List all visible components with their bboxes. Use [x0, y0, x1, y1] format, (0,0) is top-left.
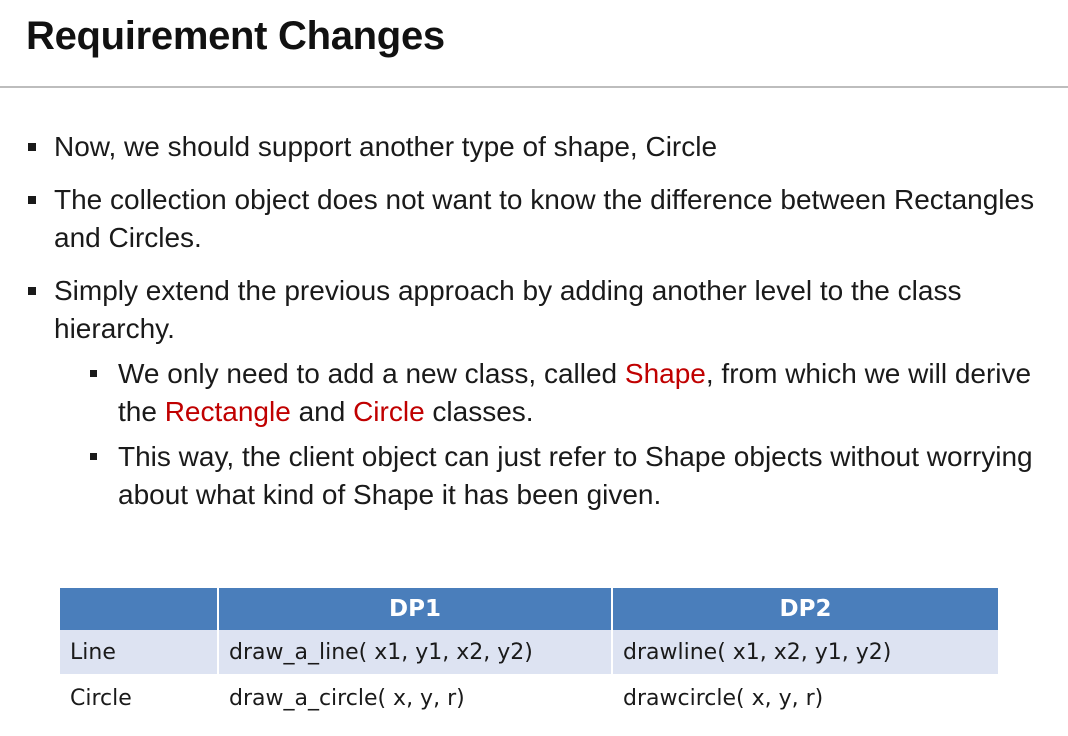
- square-bullet-icon: [90, 370, 97, 377]
- row-label: Line: [60, 630, 218, 675]
- header-cell-dp2: DP2: [612, 588, 998, 630]
- header-cell-dp1: DP1: [218, 588, 612, 630]
- table-cell: draw_a_line( x1, y1, x2, y2): [218, 630, 612, 675]
- keyword-shape: Shape: [624, 358, 706, 389]
- table-row: [60, 630, 998, 675]
- keyword-circle: Circle: [353, 396, 425, 427]
- square-bullet-icon: [28, 196, 36, 204]
- square-bullet-icon: [28, 143, 36, 151]
- square-bullet-icon: [28, 287, 36, 295]
- title-divider: [0, 86, 1068, 88]
- bullet-text: The collection object does not want to know the difference between Rectangles and Circles.: [54, 184, 1035, 253]
- bullet-text: Now, we should support another type of shape, Circle: [54, 131, 718, 162]
- sub-bullet-text: This way, the client object can just refer to Shape objects without worrying about what kind of Shape it has been given.: [118, 441, 1033, 510]
- bullet-text: Simply extend the previous approach by adding another level to the class hierarchy.: [54, 275, 962, 344]
- table-cell: drawline( x1, x2, y1, y2): [612, 630, 998, 675]
- sub-bullet-text: We only need to add a new class, called Shape, from which we will derive the Rectangle and Circle classes.: [118, 358, 1032, 427]
- bullet-item: [26, 181, 1056, 257]
- table-cell: drawcircle( x, y, r): [612, 675, 998, 720]
- sub-bullet-item: [88, 355, 1056, 431]
- table-header-row: [60, 588, 998, 630]
- row-label: Circle: [60, 675, 218, 720]
- bullet-list: [26, 128, 1056, 514]
- dp-comparison-table: [60, 588, 998, 720]
- bullet-item: [26, 128, 1056, 166]
- table-row: [60, 675, 998, 720]
- keyword-rectangle: Rectangle: [164, 396, 291, 427]
- bullet-item: [26, 272, 1056, 348]
- slide-title: Requirement Changes: [26, 14, 445, 58]
- header-cell-empty: [60, 588, 218, 630]
- table-cell: draw_a_circle( x, y, r): [218, 675, 612, 720]
- sub-bullet-item: [88, 438, 1056, 514]
- square-bullet-icon: [90, 453, 97, 460]
